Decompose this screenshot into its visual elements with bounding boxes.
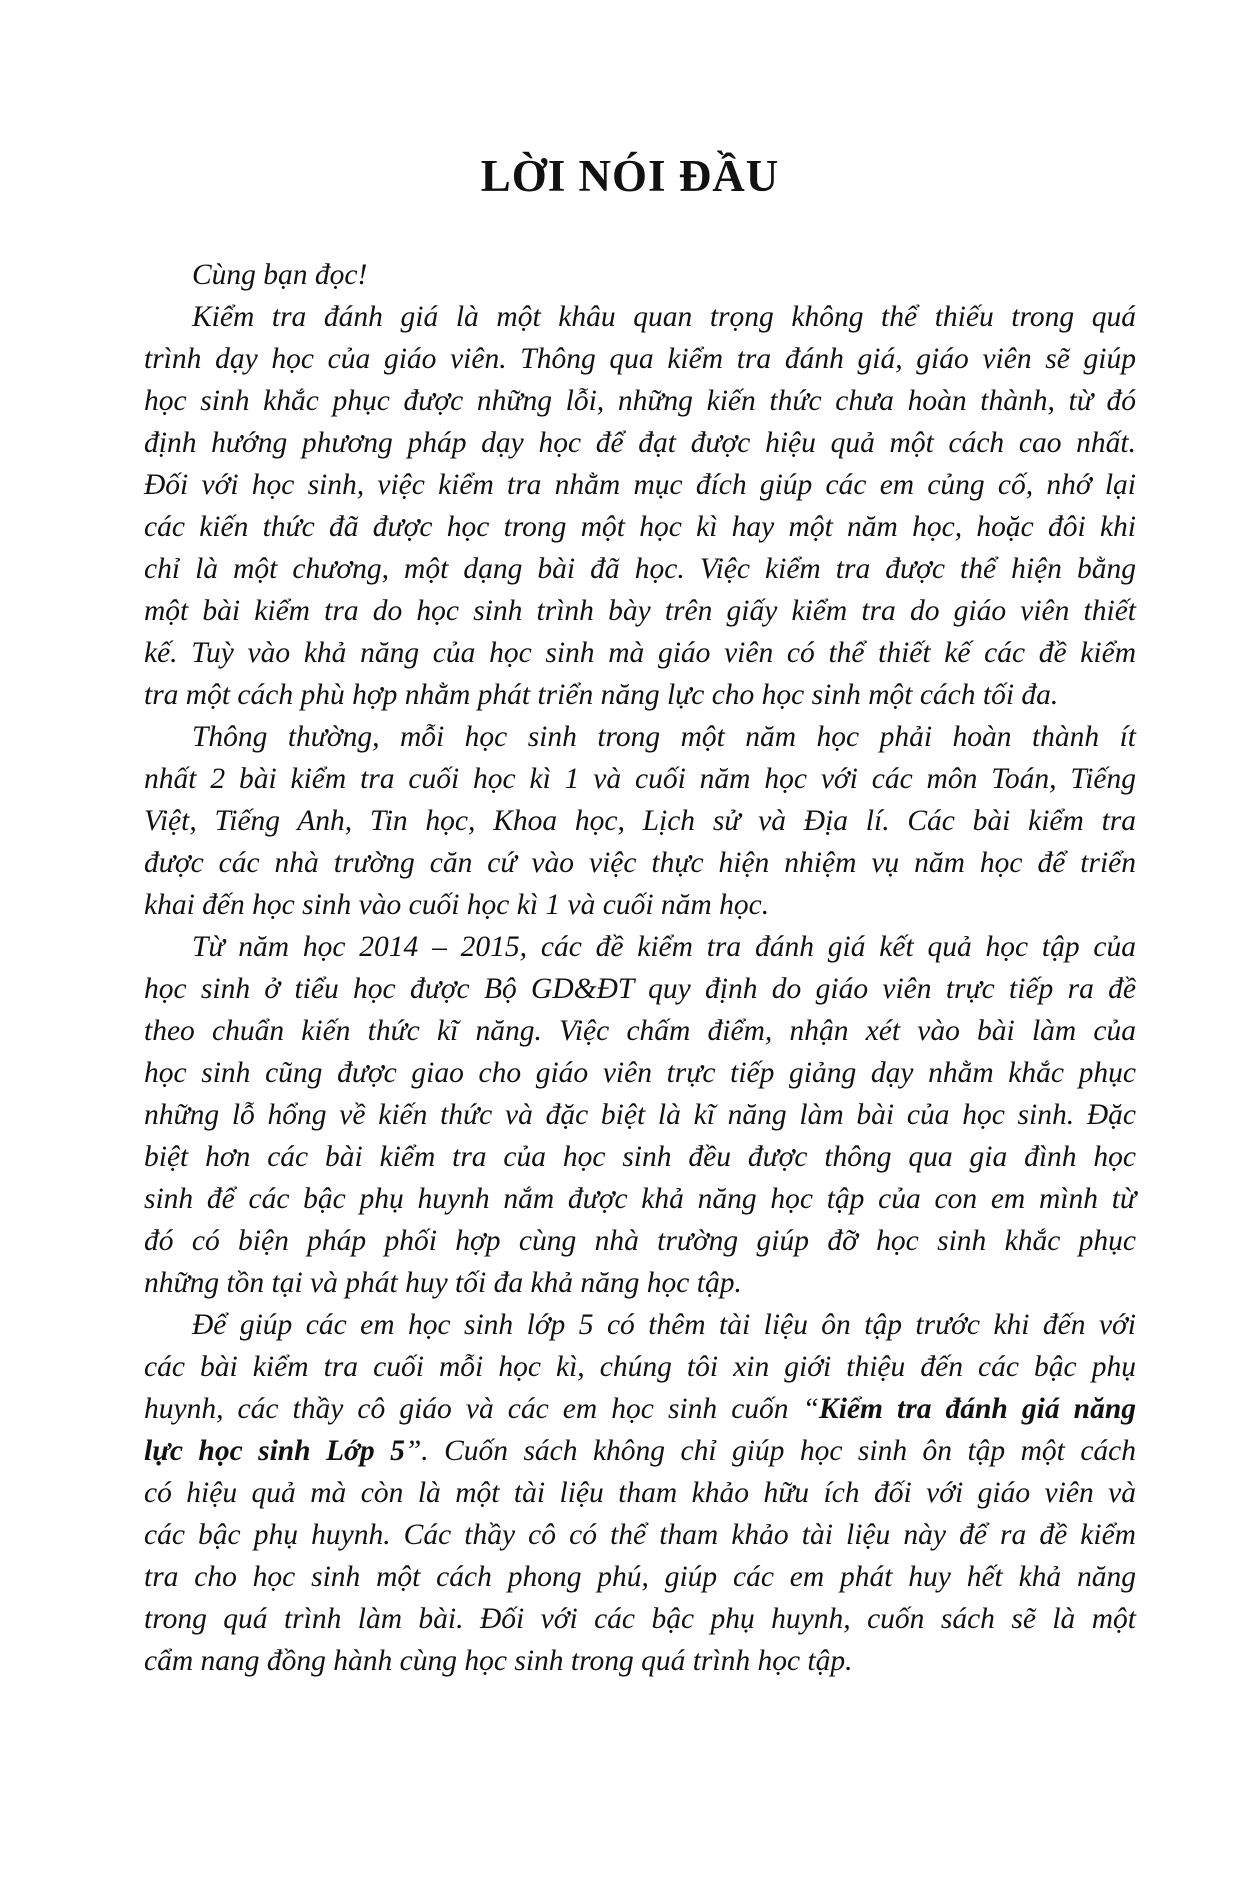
line-text: khai đến học sinh vào cuối học kì 1 và cuối năm học.: [144, 889, 770, 921]
line-text: các bậc phụ huynh. Các thầy cô có thể tham khảo tài liệu này để ra đề kiểm: [144, 1519, 1136, 1551]
line-text: học sinh ở tiểu học được Bộ GD&ĐT quy định do giáo viên trực tiếp ra đề: [144, 973, 1136, 1005]
text-line: [144, 506, 1136, 548]
text-line: [144, 1346, 1136, 1388]
text-line: [144, 968, 1136, 1010]
line-text: trình dạy học của giáo viên. Thông qua kiểm tra đánh giá, giáo viên sẽ giúp: [144, 343, 1136, 375]
text-line: [144, 1598, 1136, 1640]
text-line: [144, 1514, 1136, 1556]
text-line: [144, 1220, 1136, 1262]
line-text: biệt hơn các bài kiểm tra của học sinh đều được thông qua gia đình học: [144, 1141, 1136, 1173]
text-line: [144, 800, 1136, 842]
page-title: LỜI NÓI ĐẦU: [480, 151, 780, 201]
line-text: chỉ là một chương, một dạng bài đã học. Việc kiểm tra được thể hiện bằng: [144, 553, 1136, 585]
text-line: [144, 1010, 1136, 1052]
text-line: [144, 296, 1136, 338]
text-line: [144, 338, 1136, 380]
text-line: [144, 926, 1136, 968]
text-line: [144, 380, 1136, 422]
text-line: [144, 1640, 1136, 1682]
line-text: có hiệu quả mà còn là một tài liệu tham khảo hữu ích đối với giáo viên và: [144, 1477, 1136, 1509]
text-line: [144, 590, 1136, 632]
text-line: [144, 422, 1136, 464]
text-line: [144, 1304, 1136, 1346]
text-line: [144, 548, 1136, 590]
line-text: tra cho học sinh một cách phong phú, giúp các em phát huy hết khả năng: [144, 1561, 1136, 1593]
text-line: [144, 1430, 1136, 1472]
line-text: huynh, các thầy cô giáo và các em học sinh cuốn “: [144, 1393, 820, 1425]
line-text: được các nhà trường căn cứ vào việc thực hiện nhiệm vụ năm học để triển: [144, 847, 1136, 879]
text-line: [144, 884, 1136, 926]
line-text: ”. Cuốn sách không chỉ giúp học sinh ôn tập một cách: [404, 1435, 1136, 1467]
line-text: học sinh khắc phục được những lỗi, những kiến thức chưa hoàn thành, từ đó: [144, 385, 1136, 417]
line-text: một bài kiểm tra do học sinh trình bày trên giấy kiểm tra do giáo viên thiết: [144, 595, 1136, 627]
text-line: [144, 1136, 1136, 1178]
line-text: kế. Tuỳ vào khả năng của học sinh mà giáo viên có thể thiết kế các đề kiểm: [144, 637, 1136, 669]
book-title-text: lực học sinh Lớp 5: [144, 1435, 405, 1467]
line-text: đó có biện pháp phối hợp cùng nhà trường giúp đỡ học sinh khắc phục: [144, 1225, 1136, 1257]
text-line: [144, 716, 1136, 758]
text-line: [144, 1388, 1136, 1430]
line-text: Từ năm học 2014 – 2015, các đề kiểm tra đánh giá kết quả học tập của: [192, 931, 1136, 963]
line-text: nhất 2 bài kiểm tra cuối học kì 1 và cuối năm học với các môn Toán, Tiếng: [144, 763, 1136, 795]
text-line: [144, 758, 1136, 800]
line-text: Việt, Tiếng Anh, Tin học, Khoa học, Lịch sử và Địa lí. Các bài kiểm tra: [144, 805, 1136, 837]
text-line: [144, 632, 1136, 674]
line-text: Để giúp các em học sinh lớp 5 có thêm tài liệu ôn tập trước khi đến với: [192, 1309, 1136, 1341]
text-line: [144, 464, 1136, 506]
text-line: [144, 1262, 1136, 1304]
line-text: các kiến thức đã được học trong một học kì hay một năm học, hoặc đôi khi: [144, 511, 1136, 543]
line-text: những tồn tại và phát huy tối đa khả năng học tập.: [144, 1267, 742, 1299]
text-line: [144, 842, 1136, 884]
line-text: các bài kiểm tra cuối mỗi học kì, chúng tôi xin giới thiệu đến các bậc phụ: [144, 1351, 1136, 1383]
line-text: cẩm nang đồng hành cùng học sinh trong quá trình học tập.: [144, 1645, 853, 1677]
line-text: Kiểm tra đánh giá là một khâu quan trọng không thể thiếu trong quá: [192, 301, 1136, 333]
text-line: [144, 1052, 1136, 1094]
line-text: Cùng bạn đọc!: [192, 259, 368, 291]
line-text: định hướng phương pháp dạy học để đạt được hiệu quả một cách cao nhất.: [144, 427, 1136, 459]
line-text: Đối với học sinh, việc kiểm tra nhằm mục đích giúp các em củng cố, nhớ lại: [144, 469, 1136, 501]
line-text: những lỗ hổng về kiến thức và đặc biệt là kĩ năng làm bài của học sinh. Đặc: [144, 1099, 1136, 1131]
book-title-text: Kiểm tra đánh giá năng: [819, 1393, 1136, 1425]
text-line: [144, 1556, 1136, 1598]
line-text: học sinh cũng được giao cho giáo viên trực tiếp giảng dạy nhằm khắc phục: [144, 1057, 1136, 1089]
text-line: [144, 254, 1136, 296]
line-text: theo chuẩn kiến thức kĩ năng. Việc chấm điểm, nhận xét vào bài làm của: [144, 1015, 1136, 1047]
preface-body: [144, 254, 1136, 1682]
text-line: [144, 1094, 1136, 1136]
text-line: [144, 1472, 1136, 1514]
line-text: trong quá trình làm bài. Đối với các bậc phụ huynh, cuốn sách sẽ là một: [144, 1603, 1136, 1635]
line-text: tra một cách phù hợp nhằm phát triển năng lực cho học sinh một cách tối đa.: [144, 679, 1059, 711]
line-text: Thông thường, mỗi học sinh trong một năm học phải hoàn thành ít: [192, 721, 1136, 753]
line-text: sinh để các bậc phụ huynh nắm được khả năng học tập của con em mình từ: [144, 1183, 1136, 1215]
text-line: [144, 674, 1136, 716]
text-line: [144, 1178, 1136, 1220]
